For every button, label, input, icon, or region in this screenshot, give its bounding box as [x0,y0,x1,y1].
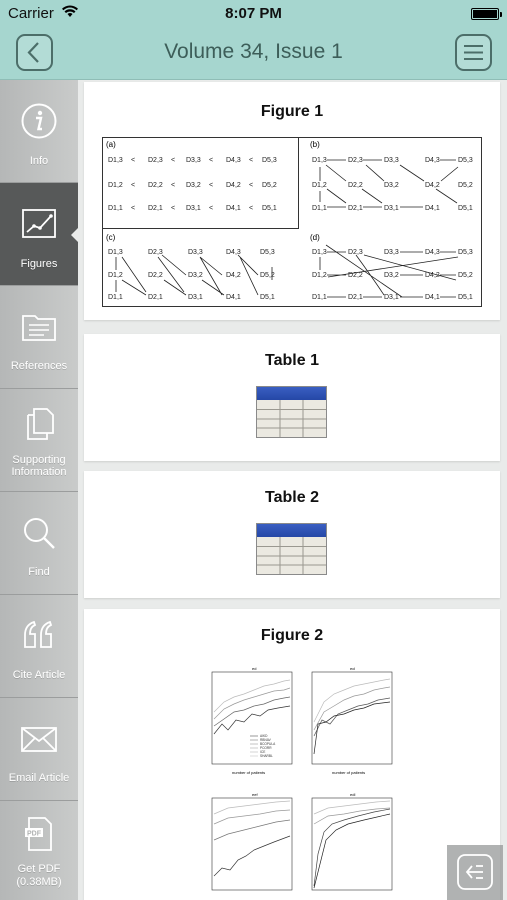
svg-text:D4,3: D4,3 [425,249,440,256]
svg-text:D5,3: D5,3 [260,249,275,256]
figure-2-card[interactable] [84,609,500,900]
panel-a-label: (a) [106,140,116,149]
panel-a-less-than: < [209,157,214,164]
panel-c-label: (c) [106,233,116,242]
figure-2-panel-title: eef [252,792,258,797]
svg-text:D5,3: D5,3 [458,249,473,256]
figure-2-legend-item: RBNAV [260,738,271,742]
panel-a-less-than: < [131,182,136,189]
sidebar-item-label: Email Article [8,772,70,784]
figure-2-xlabel: number of patients [232,770,266,775]
pdf-document-icon [20,815,58,853]
svg-text:D3,1: D3,1 [188,294,203,301]
figure-2-panel-title: edl [350,792,356,797]
content-area [78,80,507,900]
sidebar-item-label: Cite Article [12,669,66,681]
clock: 8:07 PM [225,5,282,22]
svg-text:D4,1: D4,1 [425,205,440,212]
sidebar-item-label: Find [28,566,50,578]
figure-2-panel-title: ed [252,666,257,671]
svg-text:D4,2: D4,2 [425,272,440,279]
svg-text:D2,1: D2,1 [348,294,363,301]
svg-text:D3,2: D3,2 [188,272,203,279]
panel-a-less-than: < [171,205,176,212]
panel-a-node: D2,3 [148,157,163,164]
svg-text:D3,3: D3,3 [188,249,203,256]
svg-text:D5,3: D5,3 [458,157,473,164]
figure-2-legend-item: PCORR [260,746,272,750]
figure-2-panel-title: ecl [350,666,356,671]
panel-a-node: D4,3 [226,157,241,164]
page-title: Volume 34, Issue 1 [164,40,343,63]
panel-a-less-than: < [209,182,214,189]
svg-text:D5,2: D5,2 [458,272,473,279]
svg-text:D1,1: D1,1 [312,294,327,301]
sidebar [0,80,78,900]
sidebar-item-label: Information [11,466,67,478]
figure-2-legend-item: SHARBL [260,754,273,758]
panel-a-node: D3,1 [186,205,201,212]
status-bar [0,0,507,28]
svg-text:D5,1: D5,1 [458,294,473,301]
svg-text:D2,1: D2,1 [348,205,363,212]
panel-a-node: D2,1 [148,205,163,212]
svg-text:D1,1: D1,1 [108,294,123,301]
svg-text:D2,3: D2,3 [348,157,363,164]
table-icon [256,523,327,575]
panel-a-less-than: < [131,157,136,164]
panel-a-node: D3,3 [186,157,201,164]
panel-a-less-than: < [249,205,254,212]
svg-text:D2,2: D2,2 [348,272,363,279]
panel-a-less-than: < [249,182,254,189]
sidebar-item-label: References [10,360,68,372]
figure-2-thumbnail [198,664,398,900]
sidebar-item-label: Supporting [12,454,66,466]
sidebar-item-info[interactable] [0,80,78,183]
table-1-title: Table 1 [265,352,319,369]
panel-a-node: D4,2 [226,182,241,189]
svg-text:D2,2: D2,2 [148,272,163,279]
collapse-arrow-icon [447,845,503,900]
references-folder-icon [20,308,58,346]
sidebar-item-label: Figures [20,258,58,270]
panel-a-less-than: < [249,157,254,164]
figures-chart-icon [20,205,58,243]
menu-button[interactable] [455,34,492,71]
sidebar-item-find[interactable] [0,492,78,595]
svg-text:D2,1: D2,1 [148,294,163,301]
svg-text:D4,2: D4,2 [226,272,241,279]
svg-text:D2,3: D2,3 [348,249,363,256]
svg-text:D4,2: D4,2 [425,182,440,189]
sidebar-item-label: Info [29,155,49,167]
figure-2-legend-item: ICE [260,750,266,754]
panel-a-node: D4,1 [226,205,241,212]
svg-text:D5,2: D5,2 [458,182,473,189]
panel-a-node: D5,2 [262,182,277,189]
panel-a-less-than: < [209,205,214,212]
panel-a-node: D2,2 [148,182,163,189]
svg-text:D4,3: D4,3 [425,157,440,164]
quote-icon [20,617,58,655]
table-icon [256,386,327,438]
svg-text:D1,3: D1,3 [312,249,327,256]
svg-text:D3,2: D3,2 [384,272,399,279]
svg-text:D5,1: D5,1 [458,205,473,212]
figure-1-card[interactable] [84,82,500,320]
sidebar-item-get-pdf[interactable] [0,801,78,900]
panel-b-label: (b) [310,140,320,149]
info-icon [20,102,58,140]
table-2-title: Table 2 [265,489,319,506]
sidebar-item-supporting-information[interactable] [0,389,78,492]
svg-text:D1,3: D1,3 [108,249,123,256]
figure-1-thumbnail [102,137,482,307]
panel-a-node: D1,2 [108,182,123,189]
svg-text:D3,1: D3,1 [384,294,399,301]
collapse-sidebar-button[interactable] [447,845,503,900]
table-1-card[interactable] [84,334,500,461]
carrier-label: Carrier [8,5,54,22]
svg-text:D1,1: D1,1 [312,205,327,212]
svg-text:D4,3: D4,3 [226,249,241,256]
panel-a-less-than: < [131,205,136,212]
panel-a-node: D1,1 [108,205,123,212]
svg-text:D3,2: D3,2 [384,182,399,189]
panel-a-node: D5,3 [262,157,277,164]
panel-a-less-than: < [171,157,176,164]
sidebar-item-label: Get PDF [17,863,61,875]
svg-text:D3,1: D3,1 [384,205,399,212]
figure-2-xlabel: number of patients [332,770,366,775]
copy-documents-icon [20,405,58,443]
hamburger-icon [457,36,490,69]
svg-text:D1,3: D1,3 [312,157,327,164]
svg-text:D4,1: D4,1 [425,294,440,301]
sidebar-item-email-article[interactable] [0,698,78,801]
svg-text:D2,3: D2,3 [148,249,163,256]
svg-text:D3,3: D3,3 [384,249,399,256]
svg-text:PDF: PDF [27,830,41,838]
table-2-card[interactable] [84,471,500,598]
sidebar-item-label: (0.38MB) [16,876,62,888]
sidebar-item-references[interactable] [0,286,78,389]
svg-text:D1,2: D1,2 [312,182,327,189]
envelope-icon [20,720,58,758]
panel-a-node: D1,3 [108,157,123,164]
panel-a-less-than: < [171,182,176,189]
battery-icon [471,8,499,20]
svg-text:D1,2: D1,2 [108,272,123,279]
sidebar-item-cite-article[interactable] [0,595,78,698]
figure-2-legend-item: AIKD [260,734,268,738]
magnifier-icon [20,514,58,552]
navigation-bar [0,28,507,80]
panel-d-label: (d) [310,233,320,242]
sidebar-item-figures[interactable] [0,183,78,286]
figure-2-legend-item: BCOPULA [260,742,276,746]
svg-text:D4,1: D4,1 [226,294,241,301]
figure-2-title: Figure 2 [260,627,324,644]
svg-text:D5,2: D5,2 [260,272,275,279]
panel-a-node: D5,1 [262,205,277,212]
svg-text:D5,1: D5,1 [260,294,275,301]
figure-1-title: Figure 1 [260,103,324,120]
panel-a-node: D3,2 [186,182,201,189]
svg-text:D1,2: D1,2 [312,272,327,279]
svg-text:D3,3: D3,3 [384,157,399,164]
svg-text:D2,2: D2,2 [348,182,363,189]
